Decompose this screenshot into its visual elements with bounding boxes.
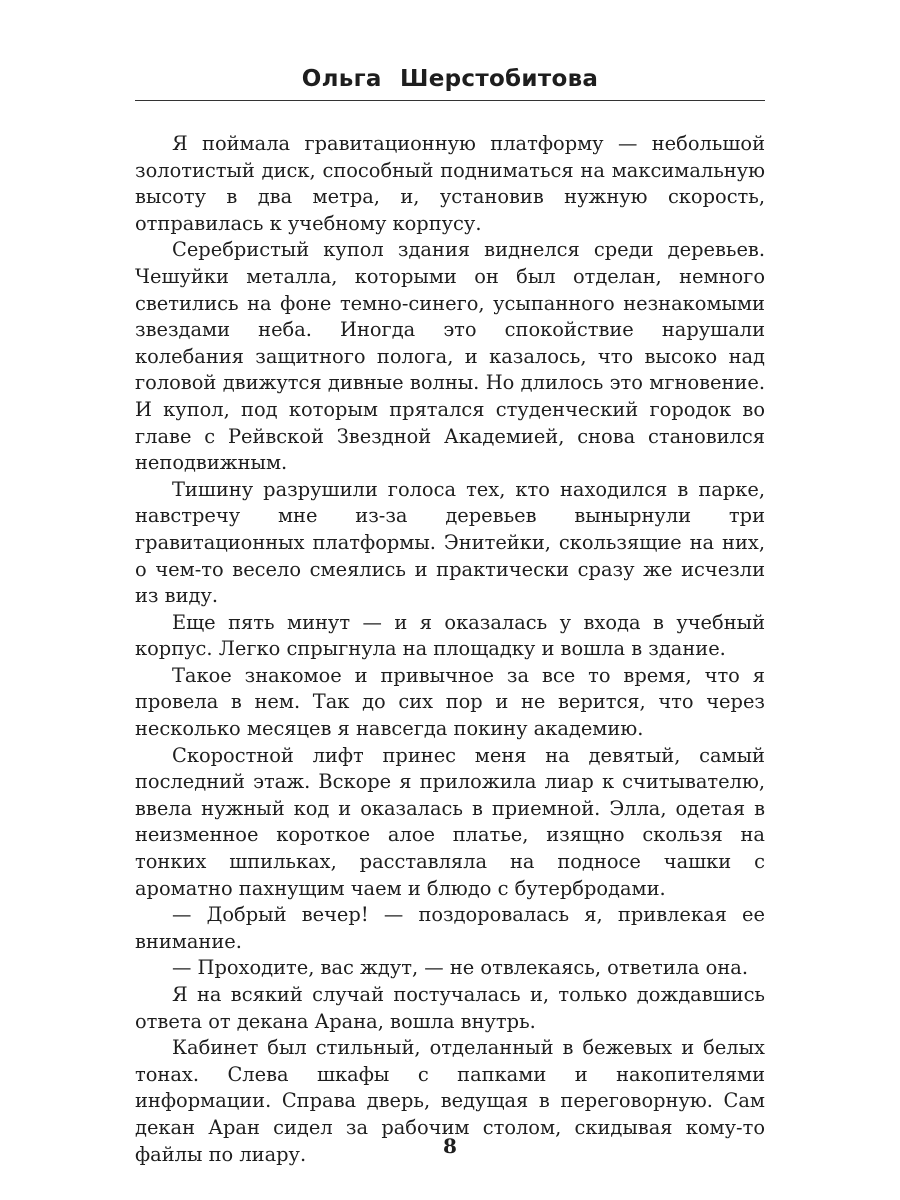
paragraph: Кабинет был стильный, отделанный в бежевых и белых тонах. Слева шкафы с папками и накопителями информации. Справа дверь, ведущая в переговорную. Сам декан Аран сидел за рабочим столом, скидывая кому-то файлы по лиару. [135, 1036, 765, 1166]
dialogue-line: — Проходите, вас ждут, — не отвлекаясь, ответила она. [172, 956, 748, 980]
paragraph: Скоростной лифт принес меня на девятый, самый последний этаж. Вскоре я приложила лиар к считывателю, ввела нужный код и оказалась в приемной. Элла, одетая в неизменное короткое алое платье, изящно скользя на тонких шпильках, расставляла на подносе чашки с ароматно пахнущим чаем и блюдо с бутербродами. [135, 743, 765, 900]
page-body [135, 131, 765, 1168]
paragraph: Серебристый купол здания виднелся среди деревьев. Чешуйки металла, которыми он был отделан, немного светились на фоне темно-синего, усыпанного незнакомыми звездами неба. Иногда это спокойствие нарушали колебания защитного полога, и казалось, что высоко над головой движутся дивные волны. Но длилось это мгновение. И купол, под которым прятался студенческий городок во главе с Рейвской Звездной Академией, снова становился неподвижным. [135, 238, 765, 475]
dialogue-line: — Добрый вечер! — поздоровалась я, привлекая ее внимание. [135, 903, 765, 953]
running-header-author: Ольга Шерстобитова [301, 66, 599, 92]
header-divider [135, 100, 765, 101]
paragraph: Я на всякий случай постучалась и, только дождавшись ответа от декана Арана, вошла внутрь. [135, 983, 765, 1033]
page-number: 8 [443, 1134, 457, 1158]
paragraph: Тишину разрушили голоса тех, кто находился в парке, навстречу мне из-за деревьев вынырнули три гравитационных платформы. Энитейки, скользящие на них, о чем-то весело смеялись и практически сразу же исчезли из виду. [135, 477, 765, 608]
paragraph: Еще пять минут — и я оказалась у входа в учебный корпус. Легко спрыгнула на площадку и вошла в здание. [135, 610, 765, 661]
paragraph: Такое знакомое и привычное за все то время, что я провела в нем. Так до сих пор и не верится, что через несколько месяцев я навсегда покину академию. [135, 663, 765, 741]
paragraph: Я поймала гравитационную платформу — небольшой золотистый диск, способный подниматься на максимальную высоту в два метра, и, установив нужную скорость, отправилась к учебному корпусу. [135, 132, 765, 235]
